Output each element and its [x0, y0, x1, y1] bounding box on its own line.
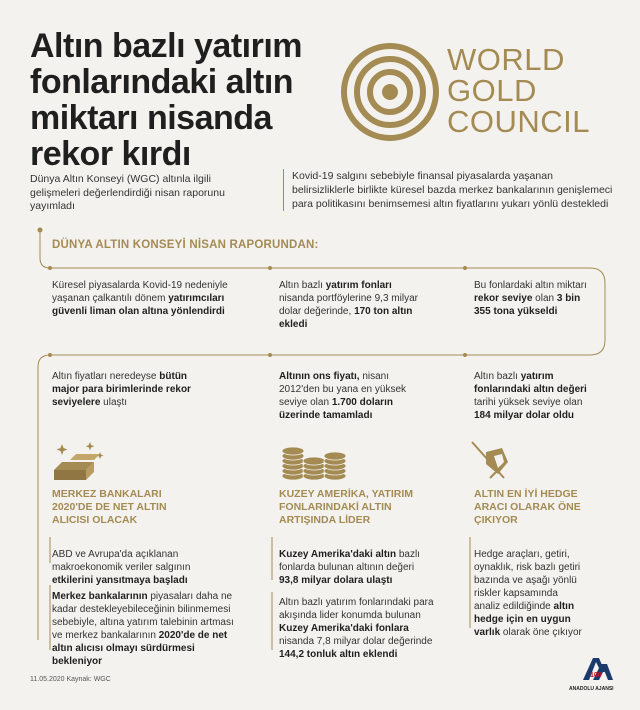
col-text: bazlı fonlarda bulunan altının değeri — [279, 549, 420, 573]
fact-record-prices — [52, 370, 202, 409]
fact-etf-inflow — [279, 279, 429, 331]
fact-text: ulaştı — [100, 397, 128, 408]
anadolu-agency-logo — [577, 650, 617, 690]
world-gold-council-logo — [340, 42, 440, 142]
intro-text: Kovid-19 salgını sebebiyle finansal piyasalarda yaşanan belirsizliklerle birlikte küresel bazda merkez bankalarının genişlemeci para politikasını benimsemesi altın fiyatlarını yukarı yönlü destekledi — [283, 169, 618, 211]
col-text: nisanda 7,8 milyar dolar değerinde — [279, 636, 433, 647]
gold-bars-icon — [50, 440, 106, 482]
fact-bold: yatırım fonları — [325, 280, 392, 291]
section-header: DÜNYA ALTIN KONSEYİ NİSAN RAPORUNDAN: — [52, 239, 319, 251]
sword-shield-icon — [468, 438, 516, 484]
col-bold: Kuzey Amerika'daki fonlara — [279, 623, 409, 634]
col-text: piyasaları daha ne kadar destekleyebileceğinin bilinmemesi sebebiyle, altına yatırım talebinin artması ve merkez bankalarının — [52, 591, 234, 641]
central-banks-p2 — [52, 590, 242, 668]
hedge-p1 — [474, 548, 584, 639]
central-banks-p1 — [52, 548, 197, 587]
logo-line-1: WORLD — [447, 42, 565, 77]
fact-bold: bütün major para birimlerinde rekor seviyelere — [52, 371, 191, 408]
logo-line-2: GOLD — [447, 73, 537, 108]
central-banks-heading: MERKEZ BANKALARI 2020'DE DE NET ALTIN ALICISI OLACAK — [52, 488, 167, 526]
fact-text: Bu fonlardaki altın miktarı — [474, 280, 587, 291]
north-america-p1 — [279, 548, 429, 587]
fact-bold: yatırımcıları güvenli liman olan altına yönlendirdi — [52, 293, 225, 317]
agency-name: ANADOLU AJANSI — [569, 686, 614, 692]
logo-line-3: COUNCIL — [447, 104, 591, 139]
fact-text: Altın bazlı — [474, 371, 521, 382]
col-bold: 144,2 tonluk altın eklendi — [279, 649, 398, 660]
fact-text: nisanda portföylerine 9,3 milyar dolar değerinde, — [279, 293, 418, 317]
col-bold: 2020'de de net altın alıcısı olmayı sürdürmesi bekleniyor — [52, 630, 228, 667]
fact-bold: 170 ton altın ekledi — [279, 306, 413, 330]
fact-text: Altın bazlı — [279, 280, 326, 291]
col-bold: Merkez bankalarının — [52, 591, 148, 602]
fact-bold: yatırım fonlarındaki altın değeri — [474, 371, 587, 395]
fact-bold: 3 bin 355 tona yükseldi — [474, 293, 581, 317]
hedge-heading: ALTIN EN İYİ HEDGE ARACI OLARAK ÖNE ÇIKIYOR — [474, 488, 581, 526]
fact-text: tarihi yüksek seviye olan — [474, 397, 583, 408]
col-text: Hedge araçları, getiri, oynaklık, risk bazlı getiri bazında ve aşağı yönlü riskler kapsamında analiz edildiğinde — [474, 549, 581, 612]
fact-text: Küresel piyasalarda Kovid-19 nedeniyle yaşanan çalkantılı dönem — [52, 280, 228, 304]
page-subtitle: Dünya Altın Konseyi (WGC) altınla ilgili gelişmeleri değerlendirdiği nisan raporunu yayımladı — [30, 173, 225, 212]
agency-anniversary: 100 — [590, 672, 602, 679]
col-text: Altın bazlı yatırım fonlarındaki para akışında lider konumda bulunan — [279, 597, 434, 621]
page-title: Altın bazlı yatırım fonlarındaki altın miktarı nisanda rekor kırdı — [30, 27, 302, 173]
fact-bold: rekor seviye — [474, 293, 533, 304]
north-america-heading: KUZEY AMERİKA, YATIRIM FONLARINDAKİ ALTIN ARTIŞINDA LİDER — [279, 488, 413, 526]
fact-etf-value — [474, 370, 599, 422]
fact-text: Altın fiyatları neredeyse — [52, 371, 160, 382]
col-bold: Kuzey Amerika'daki altın — [279, 549, 397, 560]
gold-coins-icon — [281, 442, 347, 482]
fact-safe-haven — [52, 279, 252, 318]
fact-bold: 1.700 doların üzerinde tamamladı — [279, 397, 393, 421]
source-footer: 11.05.2020 Kaynak: WGC — [30, 676, 111, 683]
col-text: ABD ve Avrupa'da açıklanan makroekonomik veriler salgının — [52, 549, 191, 573]
col-bold: etkilerini yansıtmaya başladı — [52, 575, 188, 586]
fact-bold: 184 milyar dolar oldu — [474, 410, 575, 421]
logo-wordmark — [447, 44, 590, 137]
fact-bold: Altının ons fiyatı, — [279, 371, 360, 382]
col-text: olarak öne çıkıyor — [500, 627, 582, 638]
fact-ounce-price — [279, 370, 414, 422]
fact-text: nisanı 2012'den bu yana en yüksek seviye olan — [279, 371, 407, 408]
col-bold: altın hedge için en uygun varlık — [474, 601, 575, 638]
fact-text: olan — [532, 293, 557, 304]
fact-record-tonnage — [474, 279, 594, 318]
north-america-p2 — [279, 596, 439, 661]
col-bold: 93,8 milyar dolara ulaştı — [279, 575, 393, 586]
